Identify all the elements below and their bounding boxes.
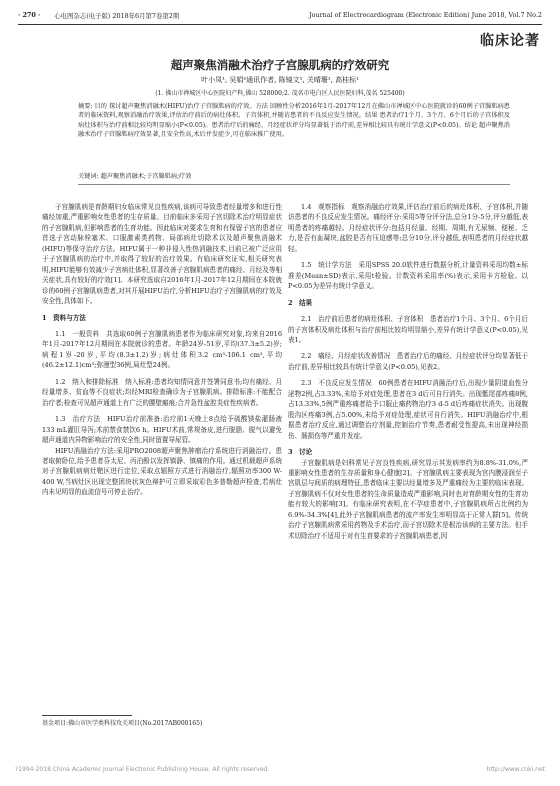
section-label: 临床论著	[480, 33, 540, 49]
section-heading: 1 资料与方法	[42, 313, 86, 322]
body-paragraph: 1.4 观察指标 观察消融治疗效果,评估治疗前后的病灶体积、子宫体积,并随访患者的不良反应发生情况。痛经评分:采用5等分评分法,总分1分-5分,评分越低,表明患者的疼痛越轻。月经症状评分:包括月经量、经期、周期,有无尿频、便秘、乏力,是否有血凝块,盆腔是否有压迫感等;总分10分,评分越低,表明患者的月经症状越轻。	[288, 203, 528, 253]
footer-copyright: ?1994-2018 China Academic Journal Electronic Publishing House. All rights reserved.	[15, 766, 270, 773]
footnote-rule	[42, 715, 132, 716]
body-column-left	[42, 196, 282, 498]
page-number: · 270 ·	[18, 11, 41, 19]
footnote-funding: 基金项目:佛山市医学类科技攻关项目(No.2017AB000165)	[42, 720, 203, 727]
body-paragraph: 2.3 不良反应发生情况 60例患者在HIFU消融治疗后,出现少量阴道血性分泌物2例,占3.33%,未给予对症处理,患者在3 d后可自行消失。出现骶尾部疼痛8例,占13.33%,5例严重疼痛者给予口服止痛药物治疗3 d-5 d后疼痛症状消失。出现腹股沟区疼痛3例,占5.00%,未给予对症处理,症状可自行消失。HIFU消融治疗中,根据患者治疗反应,通过调整治疗剂量,控制治疗节奏,患者耐受性提高,未出现神经损伤、肠损伤等严重并发症。	[288, 379, 528, 440]
body-paragraph: HIFU消融治疗方法:采用PRO2008超声聚焦肿瘤治疗系统进行消融治疗。患者取俯卧位,给予患者芬太尼、丙泊酚以发挥镇静、镇痛的作用。通过机载超声系统对子宫腺肌病病灶靶区进行定位,采取点辐照方式进行消融治疗,辐照功率300 W-400 W,当病灶区出现完整团块状灰色辩护可立即采取彩色多普勒超声检查,若病灶内未见明显的血流信号可停止治疗。	[42, 446, 282, 497]
page-footer	[15, 766, 545, 773]
body-paragraph: 子宫腺肌病是妇科常见子宫良性疾病,研究显示其发病率约为8.8%-31.0%,严重影响女性患者的生存质量和身心健康[2]。子宫腺肌病主要表现为宫内膜浸润至子宫肌层与间质的病理特征,患者临床主要以经量增多及严重痛经为主要的临床表现。子宫腺肌病不仅对女性患者的生命质量造成严重影响,同时也对育龄期女性的生育功能有较大的影响[3]。有临床研究表明,在不孕症患者中,子宫腺肌病所占比例约为6.9%-34.3%[4],此外子宫腺肌病患者的流产率发生率明显高于正常人群[5]。传统治疗子宫腺肌病常采用药物及手术治疗,而子宫切除术是根治该病的主要方法。但手术切除治疗不适用于对有生育要求的子宫腺肌病患者,因	[288, 458, 528, 540]
article-affiliation: (1. 佛山市禅城区中心医院妇产科,佛山 528000;2. 茂名市电白区人民医院妇科,茂名 525400)	[155, 90, 405, 97]
body-paragraph: 1.1 一般资料 共选取60例子宫腺肌病患者作为临床研究对象,均来自2016年1月-2017年12月期间在本院就诊的患者。年龄24岁-51岁,平均(37.3±5.2)岁;病程1岁-20岁,平均(8.3±1.2)岁;病灶体积3.2 cm³-106.1 cm³,平均(46.2±12.1)cm³;弥漫型36例,局灶型24例。	[42, 329, 282, 370]
journal-name-cn: 心电图杂志(电子版) 2018年6月第7卷第2期	[54, 11, 180, 20]
body-paragraph: 2.1 治疗前后患者的病灶体积、子宫体积 患者治疗1个月、3个月、6个月后的子宫体积及病灶体积与治疗前相比较均明显缩小,差异有统计学意义(P<0.05),见表1。	[288, 315, 528, 344]
header-rule	[18, 24, 542, 25]
journal-name-en: Journal of Electrocardiogram (Electronic Edition) June 2018, Vol.7 No.2	[309, 11, 542, 19]
footer-url: http://www.cnki.net	[486, 766, 545, 773]
body-paragraph: 子宫腺肌病是育龄期妇女临床常见良性疾病,该病可导致患者经量增多和进行性痛经加重,严重影响女性患者的生存质量。目前临床多采用子宫切除术治疗明显症状的子宫腺肌病,但影响患者的生育功能。因此临床对要求生育和有保留子宫的患者应首选子宫动脉栓塞术、口服激素类药物、局部病灶切除术以及超声聚焦消融术(HIFU)等保守治疗方法。HIFU属于一种非侵入性热消融技术,目前已被广泛应用于子宫腺肌病的治疗中,并取得了较好的治疗效果。有临床研究证实,相关研究表明,HIFU能够有效减少子宫病灶体积,显著改善子宫腺肌病患者的痛经、月经及等相关症状,具有较好的疗效[1]。本研究选取自2016年1月-2017年12月期间在本院就诊的60例子宫腺肌病患者,对其开展HIFU治疗,分析HIFU治疗子宫腺肌病的疗效及安全性,具体如下。	[42, 203, 282, 306]
article-title: 超声聚焦消融术治疗子宫腺肌病的疗效研究	[170, 58, 390, 72]
section-heading: 3 讨论	[288, 448, 313, 457]
body-paragraph: 1.5 统计学方法 采用SPSS 20.0软件进行数据分析,计量资料采用均数±标准差(Mean±SD)表示,采用t检验。计数资料采用率(%)表示,采用卡方检验。以P<0.05为差异有统计学意义。	[288, 261, 528, 291]
body-paragraph: 2.2 痛经、月经症状改善情况 患者治疗后的痛经、月经症状评分均显著低于治疗前,差异相比较具有统计学意义(P<0.05),见表2。	[288, 352, 528, 371]
keywords: 关键词: 超声聚焦消融术;子宫腺肌病;疗效	[78, 173, 192, 180]
body-paragraph: 1.2 纳入和排除标准 纳入标准:患者均知情同意并签署同意书;均有痛经、月经量增多、贫血等不良症状;均经MRI检查确诊为子宫腺肌病。排除标准:不能配合治疗者;检查可见超声通道上有广泛的腰壁瘢痕;合并急性盆腔炎症性疾病者。	[42, 377, 282, 407]
body-column-right	[288, 196, 528, 541]
abstract-rule	[78, 184, 510, 185]
article-authors: 叶小凤¹, 吴娟²通讯作者, 陈镜文¹, 关晴珊¹, 高桂标¹	[201, 76, 359, 84]
abstract: 摘要: 目的 探讨超声聚焦消融术(HIFU)治疗子宫腺肌病的疗效。方法 回顾性分析2016年1月-2017年12月在佛山市禅城区中心医院就诊的60例子宫腺肌病患者的临床资料,观察消融治疗效果,评估治疗前后的病灶体积、子宫体积,并随访患者的不良反应发生情况。结果 患者治疗1个月、3个月、6个月后的子宫体积及病灶体积与治疗前相比较均明显缩小(P<0.05)。患者治疗后的痛经、月经症状评分均显著低于治疗前,差异相比较具有统计学意义(P<0.05)。结论 超声聚焦消融术治疗子宫腺肌病疗效显著,且安全性高,术后并发症少,可在临床推广使用。	[78, 103, 510, 138]
body-paragraph: 1.3 治疗方法 HIFU治疗前准备:治疗前1天晚上8点给予硫酸镁盐灌肠液133 mL灌肛导泻;术前禁食禁饮6 h。HIFU术前,常规备皮,进行脱脂、脱气以避免超声通道内异物影响治疗的安全性,同时留置导尿管。	[42, 415, 282, 445]
section-heading: 2 结果	[288, 298, 313, 307]
page-header	[18, 8, 542, 22]
